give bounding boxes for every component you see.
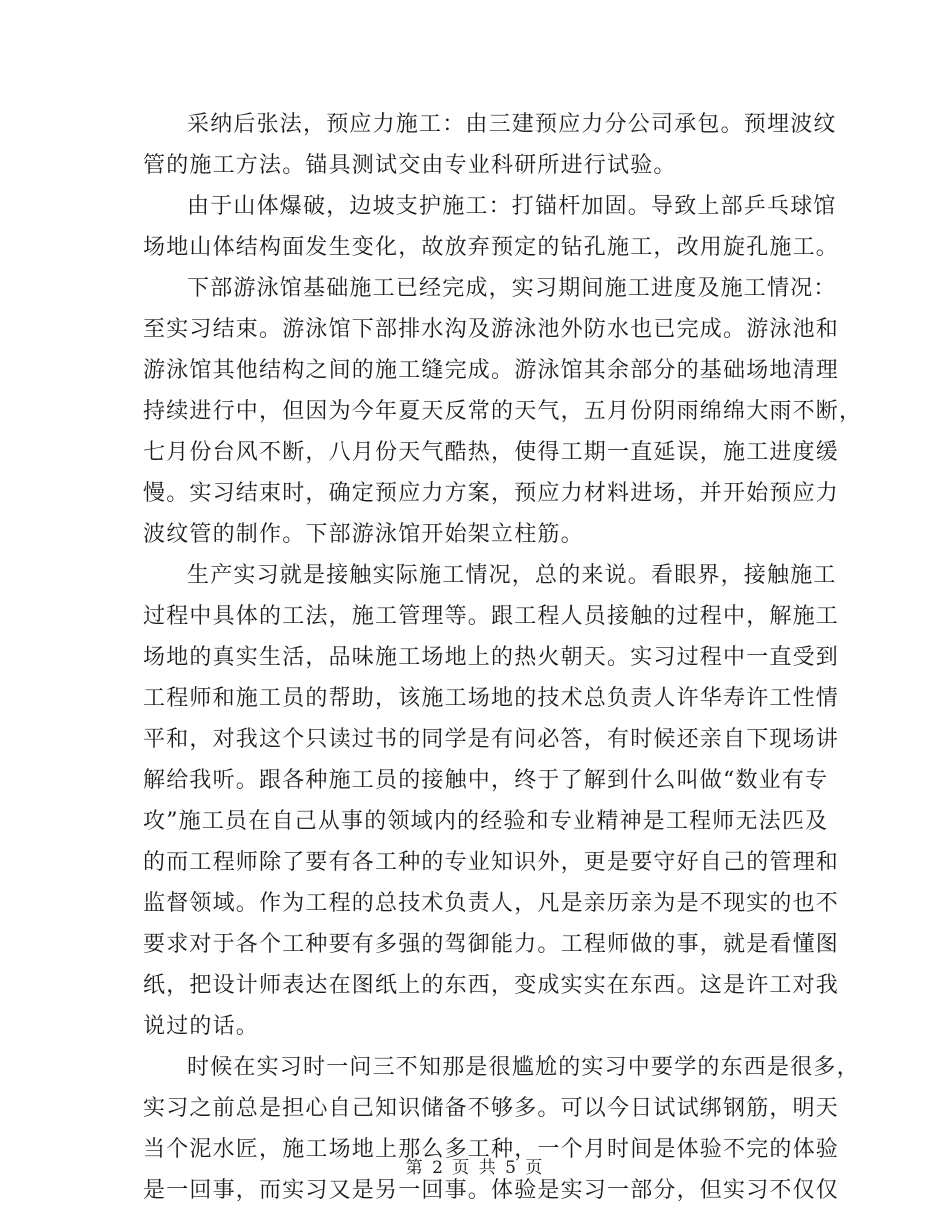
text-line: 至实习结束。游泳馆下部排水沟及游泳池外防水也已完成。游泳池和 <box>143 317 840 342</box>
text-line: 游泳馆其他结构之间的施工缝完成。游泳馆其余部分的基础场地清理 <box>143 358 840 383</box>
text-line: 由于山体爆破，边坡支护施工：打锚杆加固。导致上部乒乓球馆 <box>187 194 837 219</box>
text-line: 监督领域。作为工程的总技术负责人，凡是亲历亲为是不现实的也不 <box>143 891 840 916</box>
text-line: 下部游泳馆基础施工已经完成，实习期间施工进度及施工情况： <box>187 276 837 301</box>
text-line: 说过的话。 <box>143 1014 260 1039</box>
text-line: 生产实习就是接触实际施工情况，总的来说。看眼界，接触施工 <box>187 563 837 588</box>
body-text <box>143 104 863 1211</box>
text-line: 波纹管的制作。下部游泳馆开始架立柱筋。 <box>143 522 584 547</box>
text-line: 纸，把设计师表达在图纸上的东西，变成实实在东西。这是许工对我 <box>143 973 840 998</box>
text-line: 要求对于各个工种要有多强的驾御能力。工程师做的事，就是看懂图 <box>143 932 840 957</box>
text-line: 攻”施工员在自己从事的领域内的经验和专业精神是工程师无法匹及 <box>143 809 829 834</box>
text-line: 实习之前总是担心自己知识储备不够多。可以今日试试绑钢筋，明天 <box>143 1096 840 1121</box>
text-line: 管的施工方法。锚具测试交由专业科研所进行试验。 <box>143 153 677 178</box>
text-line: 是一回事，而实习又是另一回事。体验是实习一部分，但实习不仅仅 <box>143 1178 840 1203</box>
text-line: 时候在实习时一问三不知那是很尴尬的实习中要学的东西是很多， <box>187 1055 860 1080</box>
text-line: 持续进行中，但因为今年夏天反常的天气，五月份阴雨绵绵大雨不断， <box>143 399 863 424</box>
text-line: 七月份台风不断，八月份天气酷热，使得工期一直延误，施工进度缓 <box>143 440 840 465</box>
text-line: 慢。实习结束时，确定预应力方案，预应力材料进场，并开始预应力 <box>143 481 840 506</box>
text-line: 解给我听。跟各种施工员的接触中，终于了解到什么叫做“数业有专 <box>143 768 829 793</box>
text-line: 当个泥水匠，施工场地上那么多工种，一个月时间是体验不完的体验 <box>143 1137 840 1162</box>
text-line: 场地的真实生活，品味施工场地上的热火朝天。实习过程中一直受到 <box>143 645 840 670</box>
text-line: 采纳后张法，预应力施工：由三建预应力分公司承包。预埋波纹 <box>187 112 837 137</box>
page-footer: 第 2 页 共 5 页 <box>405 1158 545 1178</box>
text-line: 平和，对我这个只读过书的同学是有问必答，有时候还亲自下现场讲 <box>143 727 840 752</box>
text-line: 的而工程师除了要有各工种的专业知识外，更是要守好自己的管理和 <box>143 850 840 875</box>
text-line: 工程师和施工员的帮助，该施工场地的技术总负责人许华寿许工性情 <box>143 686 840 711</box>
text-line: 过程中具体的工法，施工管理等。跟工程人员接触的过程中，解施工 <box>143 604 840 629</box>
text-line: 场地山体结构面发生变化，故放弃预定的钻孔施工，改用旋孔施工。 <box>143 235 840 260</box>
